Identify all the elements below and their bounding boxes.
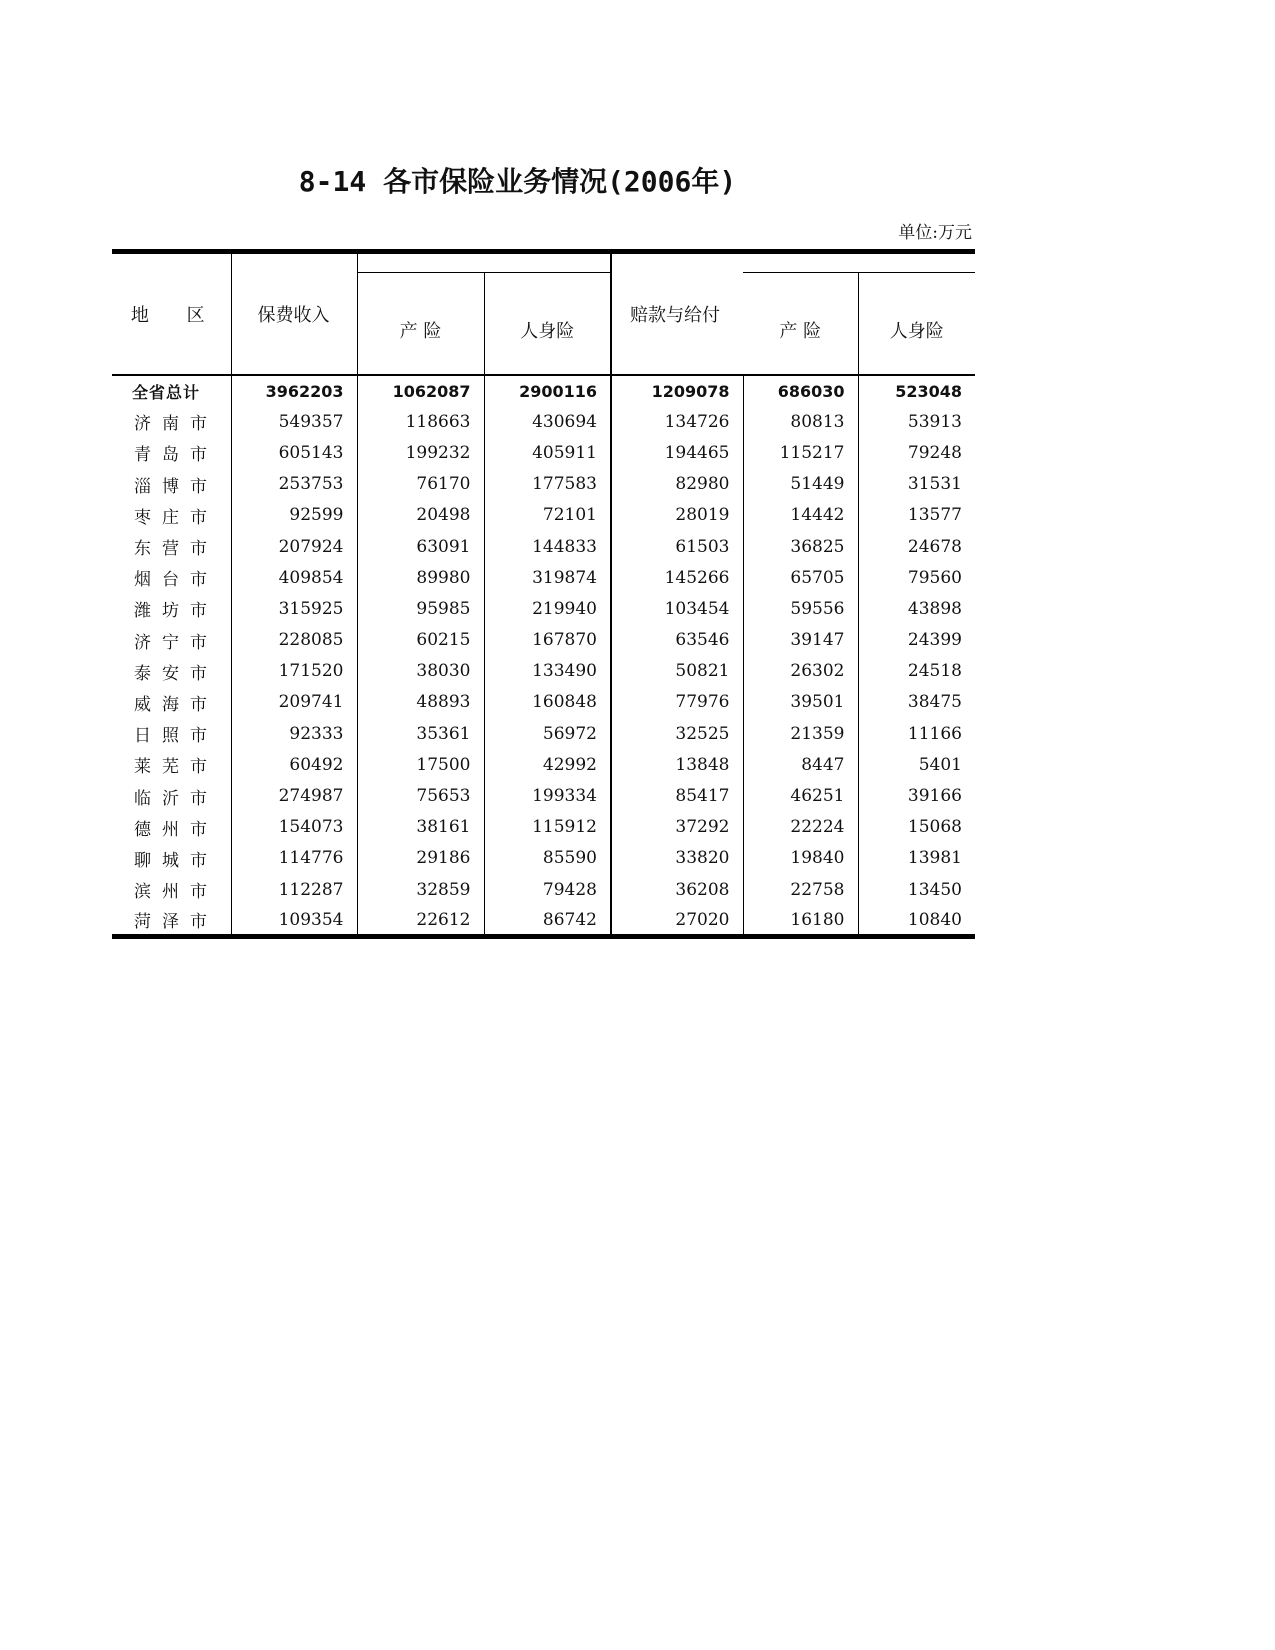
header-claims-property: 产 险 — [743, 273, 858, 376]
premium-income-cell: 109354 — [231, 905, 357, 936]
premium-income-cell: 3962203 — [231, 375, 357, 406]
table-row — [112, 749, 975, 780]
claims-life-cell: 43898 — [907, 598, 962, 619]
claims-total-cell: 145266 — [611, 562, 743, 593]
table-row — [112, 562, 975, 593]
claims-total-cell: 134726 — [611, 406, 743, 437]
premium-income-cell: 253753 — [231, 469, 357, 500]
table-row — [112, 812, 975, 843]
premium-property-cell: 89980 — [357, 562, 484, 593]
premium-property-cell: 60215 — [357, 625, 484, 656]
region-name: 济南市 — [112, 406, 231, 437]
claims-property-cell: 21359 — [743, 718, 858, 749]
premium-life-cell: 405911 — [484, 437, 611, 468]
page-title: 8-14 各市保险业务情况(2006年) — [298, 165, 737, 198]
claims-total-cell: 85417 — [611, 780, 743, 811]
claims-total-cell: 194465 — [611, 437, 743, 468]
premium-property-cell: 1062087 — [357, 375, 484, 406]
table-row — [112, 531, 975, 562]
claims-life-cell: 79248 — [907, 442, 962, 463]
premium-income-cell: 171520 — [231, 656, 357, 687]
region-name: 莱芜市 — [112, 749, 231, 780]
premium-property-cell: 48893 — [357, 687, 484, 718]
claims-life-cell: 24518 — [907, 661, 962, 682]
premium-life-cell: 319874 — [484, 562, 611, 593]
claims-total-cell: 61503 — [611, 531, 743, 562]
premium-property-cell: 17500 — [357, 749, 484, 780]
premium-life-cell: 115912 — [484, 812, 611, 843]
claims-life-cell: 38475 — [907, 692, 962, 713]
premium-life-cell: 167870 — [484, 625, 611, 656]
premium-life-cell: 199334 — [484, 780, 611, 811]
premium-property-cell: 29186 — [357, 843, 484, 874]
premium-property-cell: 63091 — [357, 531, 484, 562]
premium-property-cell: 32859 — [357, 874, 484, 905]
premium-life-cell: 79428 — [484, 874, 611, 905]
header-claims-group-spacer — [743, 252, 975, 273]
claims-total-cell: 37292 — [611, 812, 743, 843]
premium-life-cell: 72101 — [484, 500, 611, 531]
premium-income-cell: 112287 — [231, 874, 357, 905]
header-claims-life: 人身险 — [889, 321, 944, 342]
claims-total-cell: 28019 — [611, 500, 743, 531]
claims-property-cell: 686030 — [743, 375, 858, 406]
claims-property-cell: 115217 — [743, 437, 858, 468]
region-name: 烟台市 — [112, 562, 231, 593]
premium-life-cell: 144833 — [484, 531, 611, 562]
premium-property-cell: 76170 — [357, 469, 484, 500]
premium-property-cell: 118663 — [357, 406, 484, 437]
region-name: 枣庄市 — [112, 500, 231, 531]
claims-life-cell: 13981 — [907, 848, 962, 869]
table-row — [112, 656, 975, 687]
claims-property-cell: 36825 — [743, 531, 858, 562]
premium-income-cell: 207924 — [231, 531, 357, 562]
claims-property-cell: 8447 — [743, 749, 858, 780]
premium-income-cell: 154073 — [231, 812, 357, 843]
premium-property-cell: 22612 — [357, 905, 484, 936]
claims-life-cell: 523048 — [858, 375, 975, 406]
claims-life-cell: 24399 — [907, 630, 962, 651]
region-name: 滨州市 — [112, 874, 231, 905]
unit-label: 单位:万元 — [898, 223, 972, 243]
claims-total-cell: 36208 — [611, 874, 743, 905]
table-row — [112, 406, 975, 437]
claims-life-cell: 24678 — [907, 536, 962, 557]
claims-total-cell: 77976 — [611, 687, 743, 718]
claims-property-cell: 14442 — [743, 500, 858, 531]
claims-property-cell: 16180 — [743, 905, 858, 936]
region-name: 东营市 — [112, 531, 231, 562]
premium-income-cell: 409854 — [231, 562, 357, 593]
claims-life-cell: 5401 — [918, 754, 962, 775]
claims-property-cell: 59556 — [743, 593, 858, 624]
claims-total-cell: 32525 — [611, 718, 743, 749]
region-name: 济宁市 — [112, 625, 231, 656]
premium-income-cell: 92599 — [231, 500, 357, 531]
premium-income-cell: 114776 — [231, 843, 357, 874]
header-premium-group-spacer — [357, 252, 611, 273]
claims-life-cell: 39166 — [907, 786, 962, 807]
premium-life-cell: 42992 — [484, 749, 611, 780]
region-name: 青岛市 — [112, 437, 231, 468]
claims-life-cell: 10840 — [907, 909, 962, 930]
claims-property-cell: 26302 — [743, 656, 858, 687]
claims-total-cell: 33820 — [611, 843, 743, 874]
claims-total-cell: 1209078 — [611, 375, 743, 406]
premium-life-cell: 219940 — [484, 593, 611, 624]
claims-property-cell: 19840 — [743, 843, 858, 874]
claims-total-cell: 27020 — [611, 905, 743, 936]
premium-property-cell: 38030 — [357, 656, 484, 687]
region-name: 泰安市 — [112, 656, 231, 687]
header-claims-payments: 赔款与给付 — [611, 252, 743, 376]
table-row — [112, 469, 975, 500]
claims-life-cell: 13450 — [907, 879, 962, 900]
table-row — [112, 843, 975, 874]
premium-property-cell: 199232 — [357, 437, 484, 468]
premium-property-cell: 75653 — [357, 780, 484, 811]
region-name: 聊城市 — [112, 843, 231, 874]
premium-life-cell: 133490 — [484, 656, 611, 687]
table-row — [112, 625, 975, 656]
header-premium-property: 产 险 — [357, 273, 484, 376]
region-name: 淄博市 — [112, 469, 231, 500]
claims-total-cell: 82980 — [611, 469, 743, 500]
table-row — [112, 905, 975, 936]
premium-income-cell: 549357 — [231, 406, 357, 437]
premium-life-cell: 430694 — [484, 406, 611, 437]
premium-property-cell: 35361 — [357, 718, 484, 749]
premium-life-cell: 177583 — [484, 469, 611, 500]
insurance-table — [112, 249, 975, 939]
region-name: 菏泽市 — [112, 905, 231, 936]
region-name: 全省总计 — [112, 375, 231, 406]
table-row — [112, 874, 975, 905]
region-name: 日照市 — [112, 718, 231, 749]
premium-income-cell: 209741 — [231, 687, 357, 718]
premium-life-cell: 160848 — [484, 687, 611, 718]
claims-life-cell: 31531 — [907, 474, 962, 495]
claims-life-cell: 13577 — [907, 505, 962, 526]
premium-income-cell: 315925 — [231, 593, 357, 624]
header-premium-income: 保费收入 — [231, 252, 357, 376]
claims-total-cell: 63546 — [611, 625, 743, 656]
claims-life-cell: 53913 — [907, 411, 962, 432]
claims-total-cell: 103454 — [611, 593, 743, 624]
table-row — [112, 780, 975, 811]
premium-life-cell: 56972 — [484, 718, 611, 749]
claims-property-cell: 39501 — [743, 687, 858, 718]
premium-life-cell: 85590 — [484, 843, 611, 874]
premium-income-cell: 605143 — [231, 437, 357, 468]
region-name: 德州市 — [112, 812, 231, 843]
claims-life-cell: 15068 — [907, 817, 962, 838]
premium-property-cell: 38161 — [357, 812, 484, 843]
claims-property-cell: 51449 — [743, 469, 858, 500]
claims-property-cell: 65705 — [743, 562, 858, 593]
premium-property-cell: 95985 — [357, 593, 484, 624]
table-row — [112, 687, 975, 718]
claims-property-cell: 80813 — [743, 406, 858, 437]
claims-total-cell: 50821 — [611, 656, 743, 687]
claims-property-cell: 46251 — [743, 780, 858, 811]
claims-life-cell: 11166 — [907, 723, 962, 744]
premium-income-cell: 274987 — [231, 780, 357, 811]
region-name: 威海市 — [112, 687, 231, 718]
region-name: 潍坊市 — [112, 593, 231, 624]
claims-property-cell: 39147 — [743, 625, 858, 656]
table-row — [112, 718, 975, 749]
table-row — [112, 593, 975, 624]
premium-income-cell: 228085 — [231, 625, 357, 656]
premium-life-cell: 2900116 — [484, 375, 611, 406]
claims-property-cell: 22224 — [743, 812, 858, 843]
premium-property-cell: 20498 — [357, 500, 484, 531]
claims-life-cell: 79560 — [907, 567, 962, 588]
premium-income-cell: 60492 — [231, 749, 357, 780]
region-name: 临沂市 — [112, 780, 231, 811]
header-region: 地 区 — [112, 252, 231, 376]
premium-life-cell: 86742 — [484, 905, 611, 936]
header-premium-life: 人身险 — [484, 273, 611, 376]
claims-total-cell: 13848 — [611, 749, 743, 780]
claims-property-cell: 22758 — [743, 874, 858, 905]
table-row-total — [112, 375, 975, 406]
table-row — [112, 500, 975, 531]
premium-income-cell: 92333 — [231, 718, 357, 749]
table-row — [112, 437, 975, 468]
